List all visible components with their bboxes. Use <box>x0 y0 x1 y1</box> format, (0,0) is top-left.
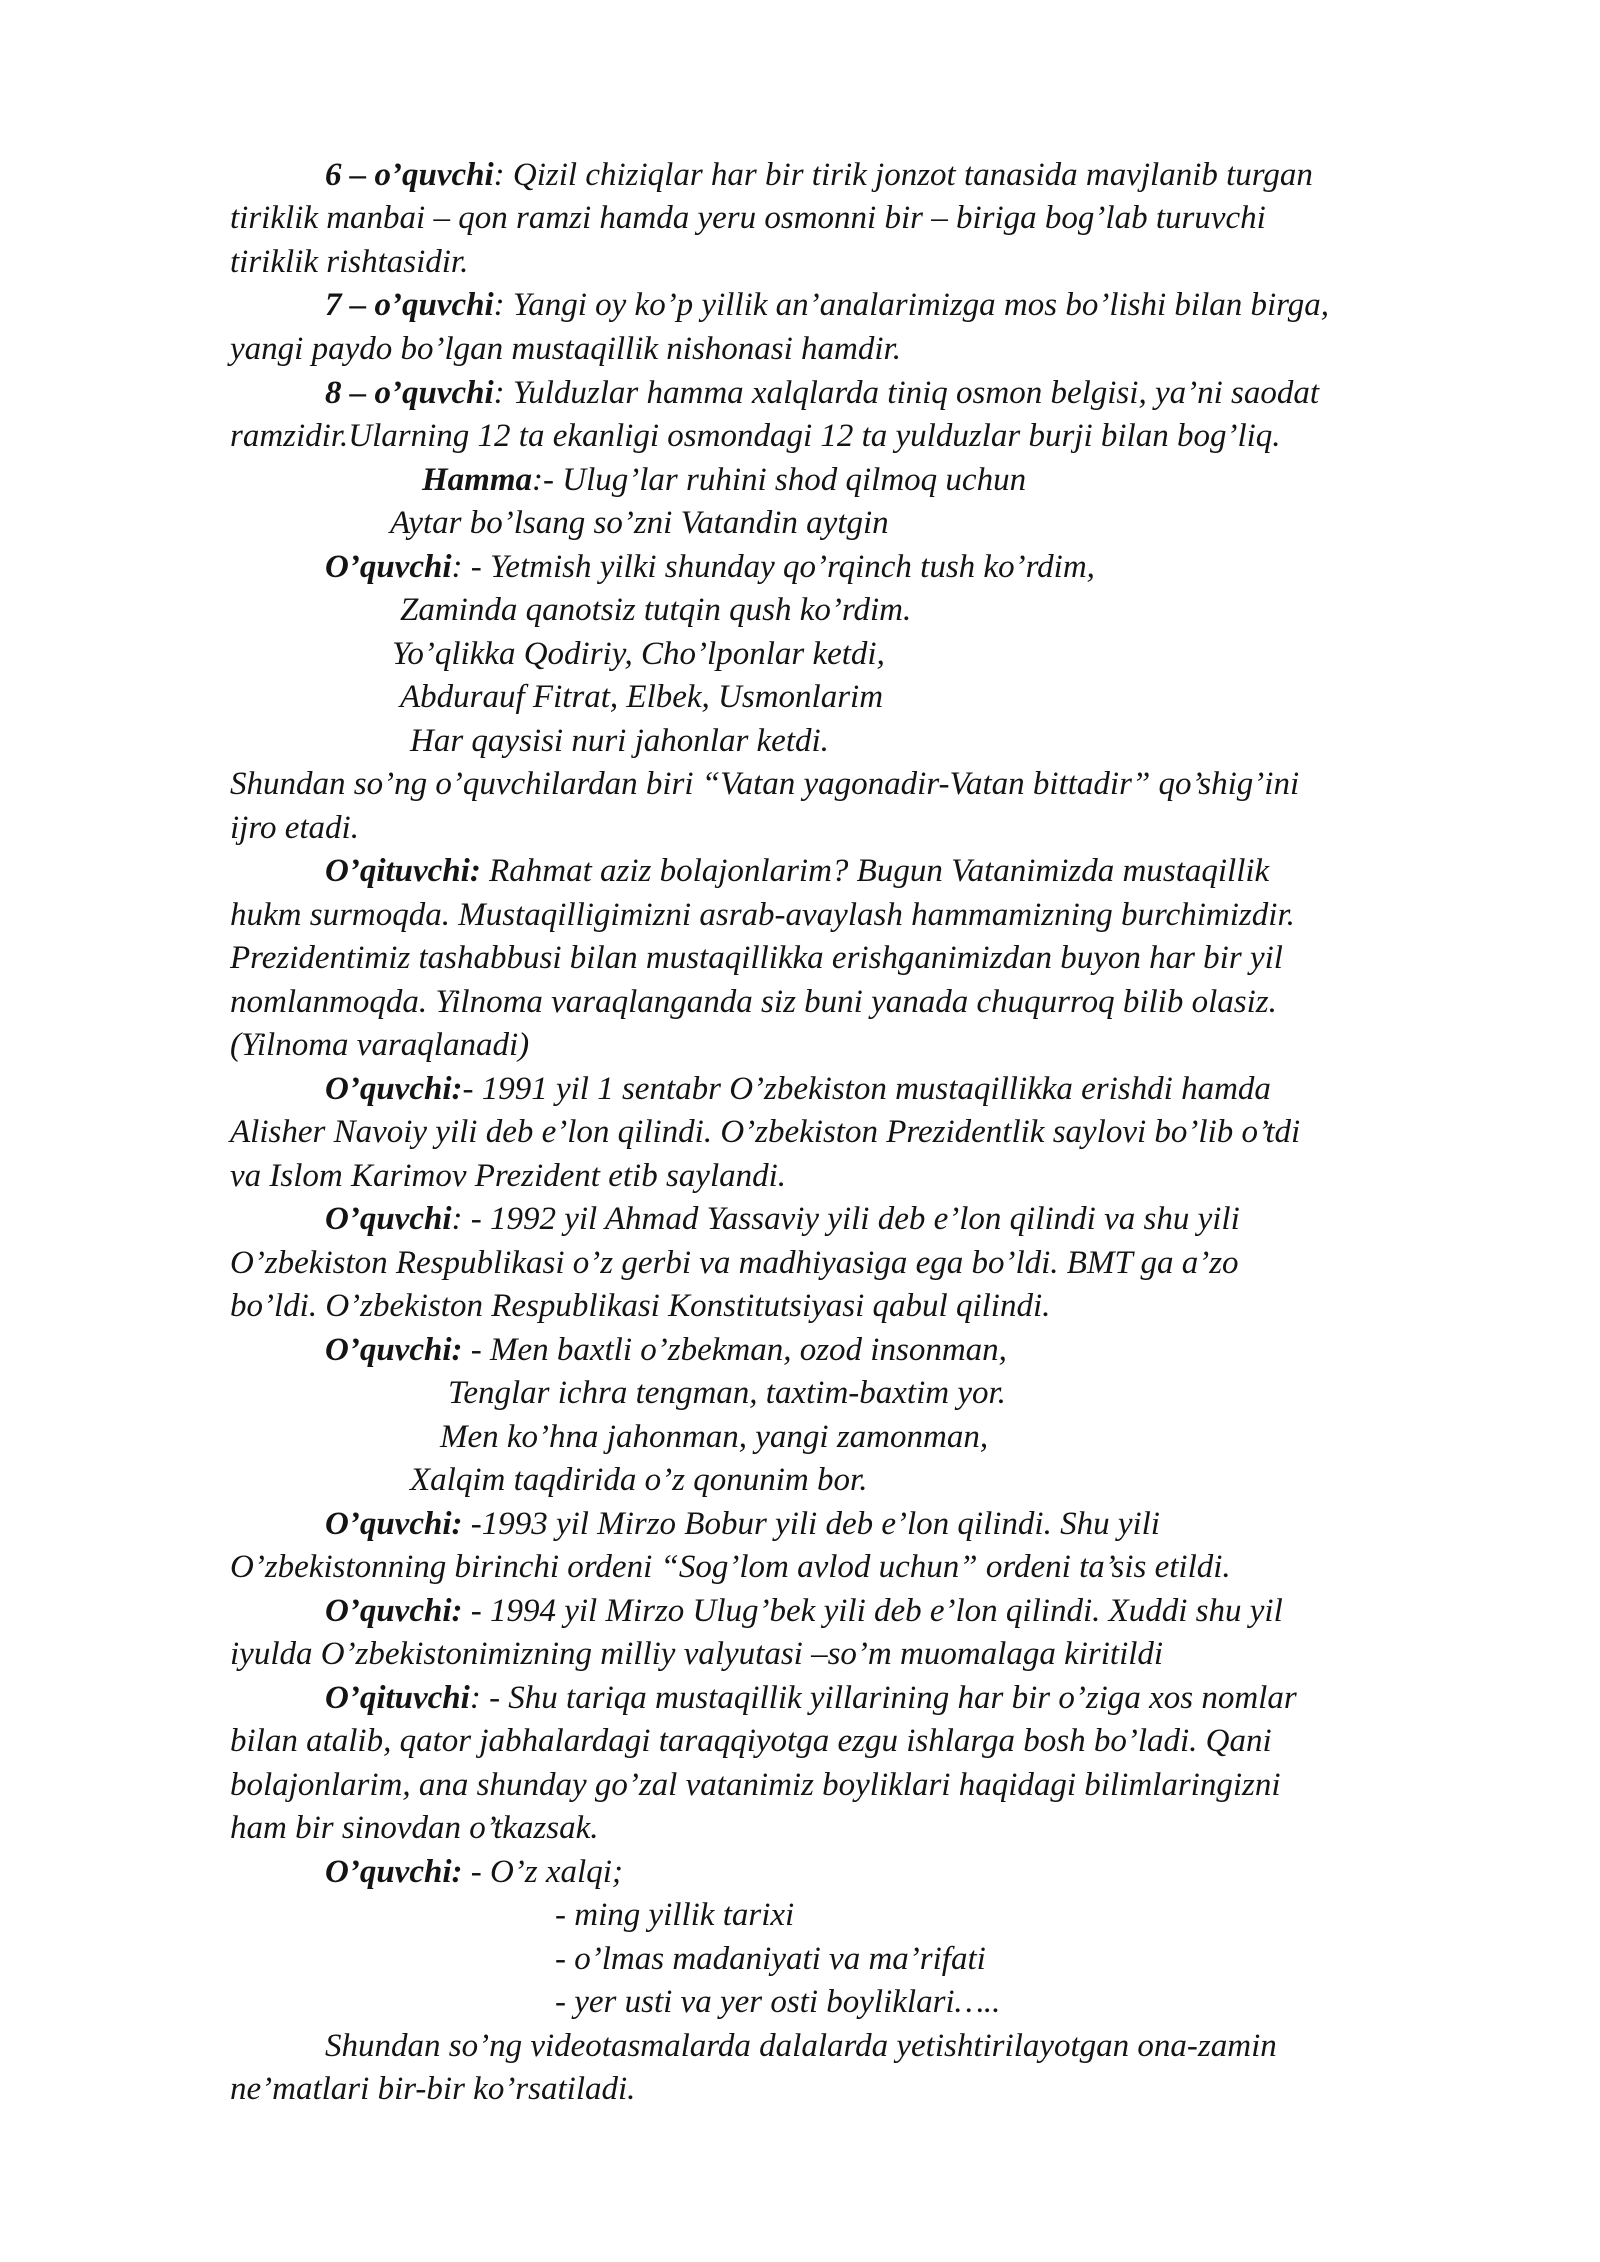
text-line: Xalqim taqdirida o’z qonunim bor. <box>410 1462 868 1498</box>
speaker-label: O’qituvchi <box>325 1680 470 1716</box>
text-line <box>325 1199 1240 1239</box>
line-text: : Qizil chiziqlar har bir tirik jonzot tanasida mavjlanib turgan <box>493 157 1313 193</box>
text-line <box>422 460 1026 500</box>
text-line: Men ko’hna jahonman, yangi zamonman, <box>440 1419 989 1455</box>
text-line: tiriklik manbai – qon ramzi hamda yeru osmonni bir – biriga bog’lab turuvchi <box>230 200 1266 236</box>
text-line: bo’ldi. O’zbekiston Respublikasi Konstitutsiyasi qabul qilindi. <box>230 1288 1051 1324</box>
line-text: : - Yetmish yilki shunday qo’rqinch tush ko’rdim, <box>451 549 1095 585</box>
text-line: ham bir sinovdan o’tkazsak. <box>230 1810 599 1846</box>
text-line: hukm surmoqda. Mustaqilligimizni asrab-avaylash hammamizning burchimizdir. <box>230 897 1295 933</box>
line-text: Rahmat aziz bolajonlarim? Bugun Vatanimizda mustaqillik <box>480 853 1270 889</box>
text-line <box>325 285 1329 325</box>
text-line <box>325 547 1095 587</box>
text-line: tiriklik rishtasidir. <box>230 244 469 280</box>
text-line: ne’matlari bir-bir ko’rsatiladi. <box>230 2071 636 2107</box>
text-line: Abdurauf Fitrat, Elbek, Usmonlarim <box>400 679 884 715</box>
line-text: : - 1992 yil Ahmad Yassaviy yili deb e’lon qilindi va shu yili <box>451 1201 1240 1237</box>
text-line: Prezidentimiz tashabbusi bilan mustaqillikka erishganimizdan buyon har bir yil <box>230 940 1283 976</box>
text-line: ijro etadi. <box>230 810 359 846</box>
line-text: - Men baxtli o’zbekman, ozod insonman, <box>462 1332 1007 1368</box>
text-line: Alisher Navoiy yili deb e’lon qilindi. O’zbekiston Prezidentlik saylovi bo’lib o’tdi <box>230 1114 1301 1150</box>
text-line <box>325 851 1269 891</box>
text-line <box>325 1591 1283 1631</box>
text-line: yangi paydo bo’lgan mustaqillik nishonasi hamdir. <box>230 331 901 367</box>
list-item: - ming yillik tarixi <box>555 1897 795 1933</box>
text-line: iyulda O’zbekistonimizning milliy valyutasi –so’m muomalaga kiritildi <box>230 1636 1164 1672</box>
line-text: -1993 yil Mirzo Bobur yili deb e’lon qilindi. Shu yili <box>462 1506 1160 1542</box>
speaker-label: 6 – o’quvchi <box>325 157 494 193</box>
text-line: Har qaysisi nuri jahonlar ketdi. <box>410 723 829 759</box>
line-text: - 1991 yil 1 sentabr O’zbekiston mustaqillikka erishdi hamda <box>462 1071 1271 1107</box>
text-line: bilan atalib, qator jabhalardagi taraqqiyotga ezgu ishlarga bosh bo’ladi. Qani <box>230 1723 1272 1759</box>
line-text: - 1994 yil Mirzo Ulug’bek yili deb e’lon qilindi. Xuddi shu yil <box>462 1593 1283 1629</box>
line-text: : - Shu tariqa mustaqillik yillarining har bir o’ziga xos nomlar <box>469 1680 1297 1716</box>
speaker-label: O’quvchi: <box>325 1506 463 1542</box>
line-text: : Yulduzlar hamma xalqlarda tiniq osmon belgisi, ya’ni saodat <box>493 375 1320 411</box>
speaker-label: O’quvchi: <box>325 1071 463 1107</box>
text-line: Tenglar ichra tengman, taxtim-baxtim yor. <box>448 1375 1006 1411</box>
list-item: - yer usti va yer osti boyliklari….. <box>555 1984 1001 2020</box>
text-line: O’zbekistonning birinchi ordeni “Sog’lom avlod uchun” ordeni ta’sis etildi. <box>230 1549 1231 1585</box>
speaker-label: O’qituvchi: <box>325 853 481 889</box>
text-line: Shundan so’ng videotasmalarda dalalarda yetishtirilayotgan ona-zamin <box>325 2028 1277 2064</box>
text-line: Aytar bo’lsang so’zni Vatandin aytgin <box>390 505 889 541</box>
text-line <box>325 1678 1297 1718</box>
speaker-label: O’quvchi: <box>325 1854 463 1890</box>
text-line: nomlanmoqda. Yilnoma varaqlanganda siz buni yanada chuqurroq bilib olasiz. <box>230 984 1277 1020</box>
speaker-label: O’quvchi: <box>325 1332 463 1368</box>
text-line: va Islom Karimov Prezident etib saylandi. <box>230 1158 787 1194</box>
speaker-label: O’quvchi <box>325 1201 452 1237</box>
line-text: :- Ulug’lar ruhini shod qilmoq uchun <box>532 462 1027 498</box>
line-text: - O’z xalqi; <box>462 1854 623 1890</box>
text-line <box>325 1504 1160 1544</box>
text-line: Yo’qlikka Qodiriy, Cho’lponlar ketdi, <box>392 636 885 672</box>
speaker-label: 8 – o’quvchi <box>325 375 494 411</box>
text-line <box>325 1069 1271 1109</box>
speaker-label: O’quvchi <box>325 549 452 585</box>
text-line <box>325 155 1313 195</box>
text-line: O’zbekiston Respublikasi o’z gerbi va madhiyasiga ega bo’ldi. BMT ga a’zo <box>230 1245 1239 1281</box>
text-line <box>325 1852 623 1892</box>
text-line: Shundan so’ng o’quvchilardan biri “Vatan yagonadir-Vatan bittadir” qo’shig’ini <box>230 766 1300 802</box>
text-line <box>325 373 1319 413</box>
speaker-label: Hamma <box>422 462 533 498</box>
text-line: bolajonlarim, ana shunday go’zal vatanimiz boyliklari haqidagi bilimlaringizni <box>230 1767 1281 1803</box>
text-line: (Yilnoma varaqlanadi) <box>230 1027 530 1063</box>
line-text: : Yangi oy ko’p yillik an’analarimizga mos bo’lishi bilan birga, <box>493 287 1330 323</box>
text-line: Zaminda qanotsiz tutqin qush ko’rdim. <box>400 592 912 628</box>
text-line: ramzidir.Ularning 12 ta ekanligi osmondagi 12 ta yulduzlar burji bilan bog’liq. <box>230 418 1281 454</box>
speaker-label: O’quvchi: <box>325 1593 463 1629</box>
text-line <box>325 1330 1007 1370</box>
list-item: - o’lmas madaniyati va ma’rifati <box>555 1941 986 1977</box>
speaker-label: 7 – o’quvchi <box>325 287 494 323</box>
